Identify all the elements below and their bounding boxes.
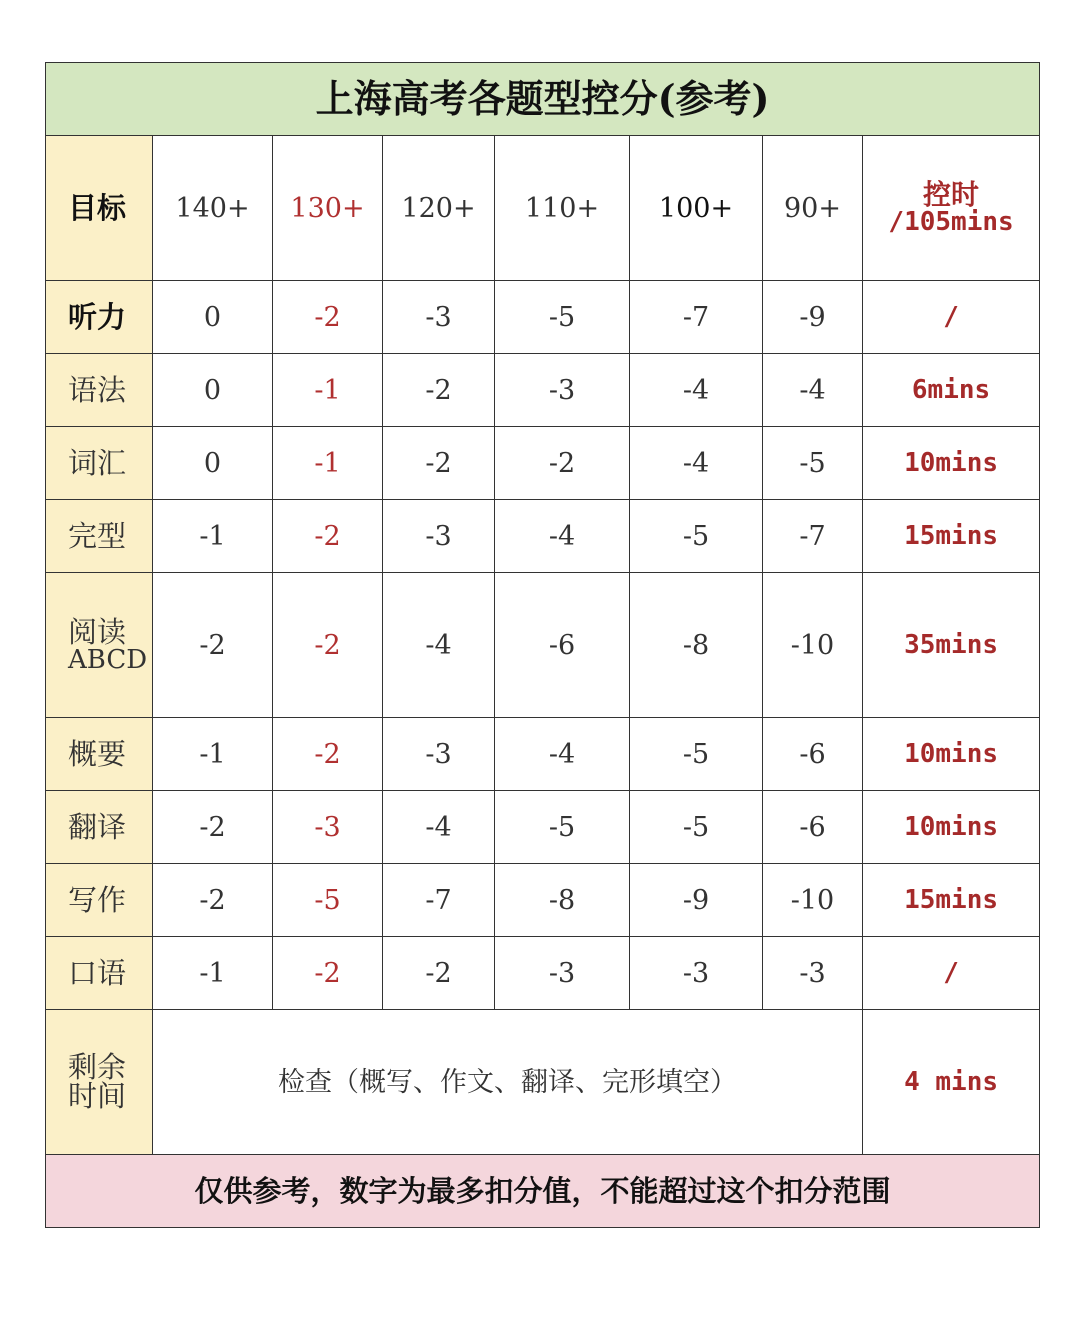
target-90: 90+ [763,136,863,281]
score-cell: 0 [153,427,273,500]
time-cell: 6mins [863,354,1040,427]
row-label: 写作 [46,864,153,937]
score-cell: -3 [383,500,495,573]
table-row [46,718,1040,791]
footer-note: 仅供参考，数字为最多扣分值，不能超过这个扣分范围 [46,1155,1040,1228]
score-cell: -2 [383,427,495,500]
score-cell: 0 [153,281,273,354]
score-cell: -1 [153,718,273,791]
row-label-line1: 阅读 [68,614,127,649]
score-cell: -10 [763,864,863,937]
score-cell: -7 [383,864,495,937]
time-cell: 15mins [863,864,1040,937]
table-row [46,354,1040,427]
score-cell: -4 [495,718,630,791]
remaining-label [46,1010,153,1155]
time-cell: 15mins [863,500,1040,573]
header-row [46,136,1040,281]
score-cell: -6 [763,791,863,864]
score-cell: -1 [273,427,383,500]
time-cell: 10mins [863,791,1040,864]
score-cell: -2 [383,354,495,427]
score-cell: -1 [153,500,273,573]
row-label: 翻译 [46,791,153,864]
row-label [46,573,153,718]
score-cell: -9 [763,281,863,354]
score-cell: -5 [763,427,863,500]
row-label: 词汇 [46,427,153,500]
time-header-line2: /105mins [888,207,1014,237]
remaining-label-line2: 时间 [68,1079,127,1113]
time-cell: / [863,937,1040,1010]
score-cell: -4 [383,573,495,718]
score-cell: -5 [630,500,763,573]
score-cell: -5 [630,718,763,791]
remaining-row [46,1010,1040,1155]
score-cell: -3 [763,937,863,1010]
score-cell: -2 [153,791,273,864]
score-cell: -10 [763,573,863,718]
time-cell: 10mins [863,718,1040,791]
table-row [46,500,1040,573]
score-cell: -5 [630,791,763,864]
remaining-label-line1: 剩余 [68,1050,127,1084]
score-cell: -3 [273,791,383,864]
score-cell: -8 [630,573,763,718]
score-cell: -3 [630,937,763,1010]
remaining-content: 检查（概写、作文、翻译、完形填空） [153,1010,863,1155]
time-cell: 10mins [863,427,1040,500]
target-label: 目标 [46,136,153,281]
score-cell: -4 [763,354,863,427]
score-cell: -4 [630,354,763,427]
score-cell: -3 [383,281,495,354]
table-row [46,427,1040,500]
score-cell: -5 [495,281,630,354]
table-title: 上海高考各题型控分(参考) [46,63,1040,136]
data-rows [46,281,1040,1010]
score-cell: -2 [273,718,383,791]
row-label: 听力 [46,281,153,354]
score-cell: -9 [630,864,763,937]
score-cell: -5 [273,864,383,937]
table-row [46,573,1040,718]
score-cell: -3 [383,718,495,791]
target-140: 140+ [153,136,273,281]
row-label: 完型 [46,500,153,573]
score-cell: -2 [273,500,383,573]
target-110: 110+ [495,136,630,281]
target-120: 120+ [383,136,495,281]
score-cell: -3 [495,937,630,1010]
target-130: 130+ [273,136,383,281]
table-row [46,791,1040,864]
table-row [46,281,1040,354]
table-row [46,937,1040,1010]
row-label: 口语 [46,937,153,1010]
target-100: 100+ [630,136,763,281]
score-cell: -1 [153,937,273,1010]
score-cell: -4 [630,427,763,500]
score-cell: -7 [763,500,863,573]
score-cell: 0 [153,354,273,427]
time-header-line1: 控时 [923,178,980,211]
time-cell: 35mins [863,573,1040,718]
row-label: 语法 [46,354,153,427]
row-label: 概要 [46,718,153,791]
score-cell: -2 [383,937,495,1010]
score-cell: -2 [273,937,383,1010]
score-cell: -2 [273,573,383,718]
score-cell: -2 [153,573,273,718]
score-cell: -4 [495,500,630,573]
score-cell: -8 [495,864,630,937]
time-cell: / [863,281,1040,354]
score-cell: -2 [153,864,273,937]
score-cell: -5 [495,791,630,864]
score-control-table [45,62,1040,1228]
remaining-time: 4 mins [863,1010,1040,1155]
score-cell: -7 [630,281,763,354]
score-cell: -3 [495,354,630,427]
score-cell: -6 [763,718,863,791]
time-header [863,136,1040,281]
score-cell: -2 [495,427,630,500]
row-label-line2: ABCD [68,644,148,675]
score-cell: -1 [273,354,383,427]
score-cell: -4 [383,791,495,864]
score-cell: -2 [273,281,383,354]
table-row [46,864,1040,937]
score-cell: -6 [495,573,630,718]
